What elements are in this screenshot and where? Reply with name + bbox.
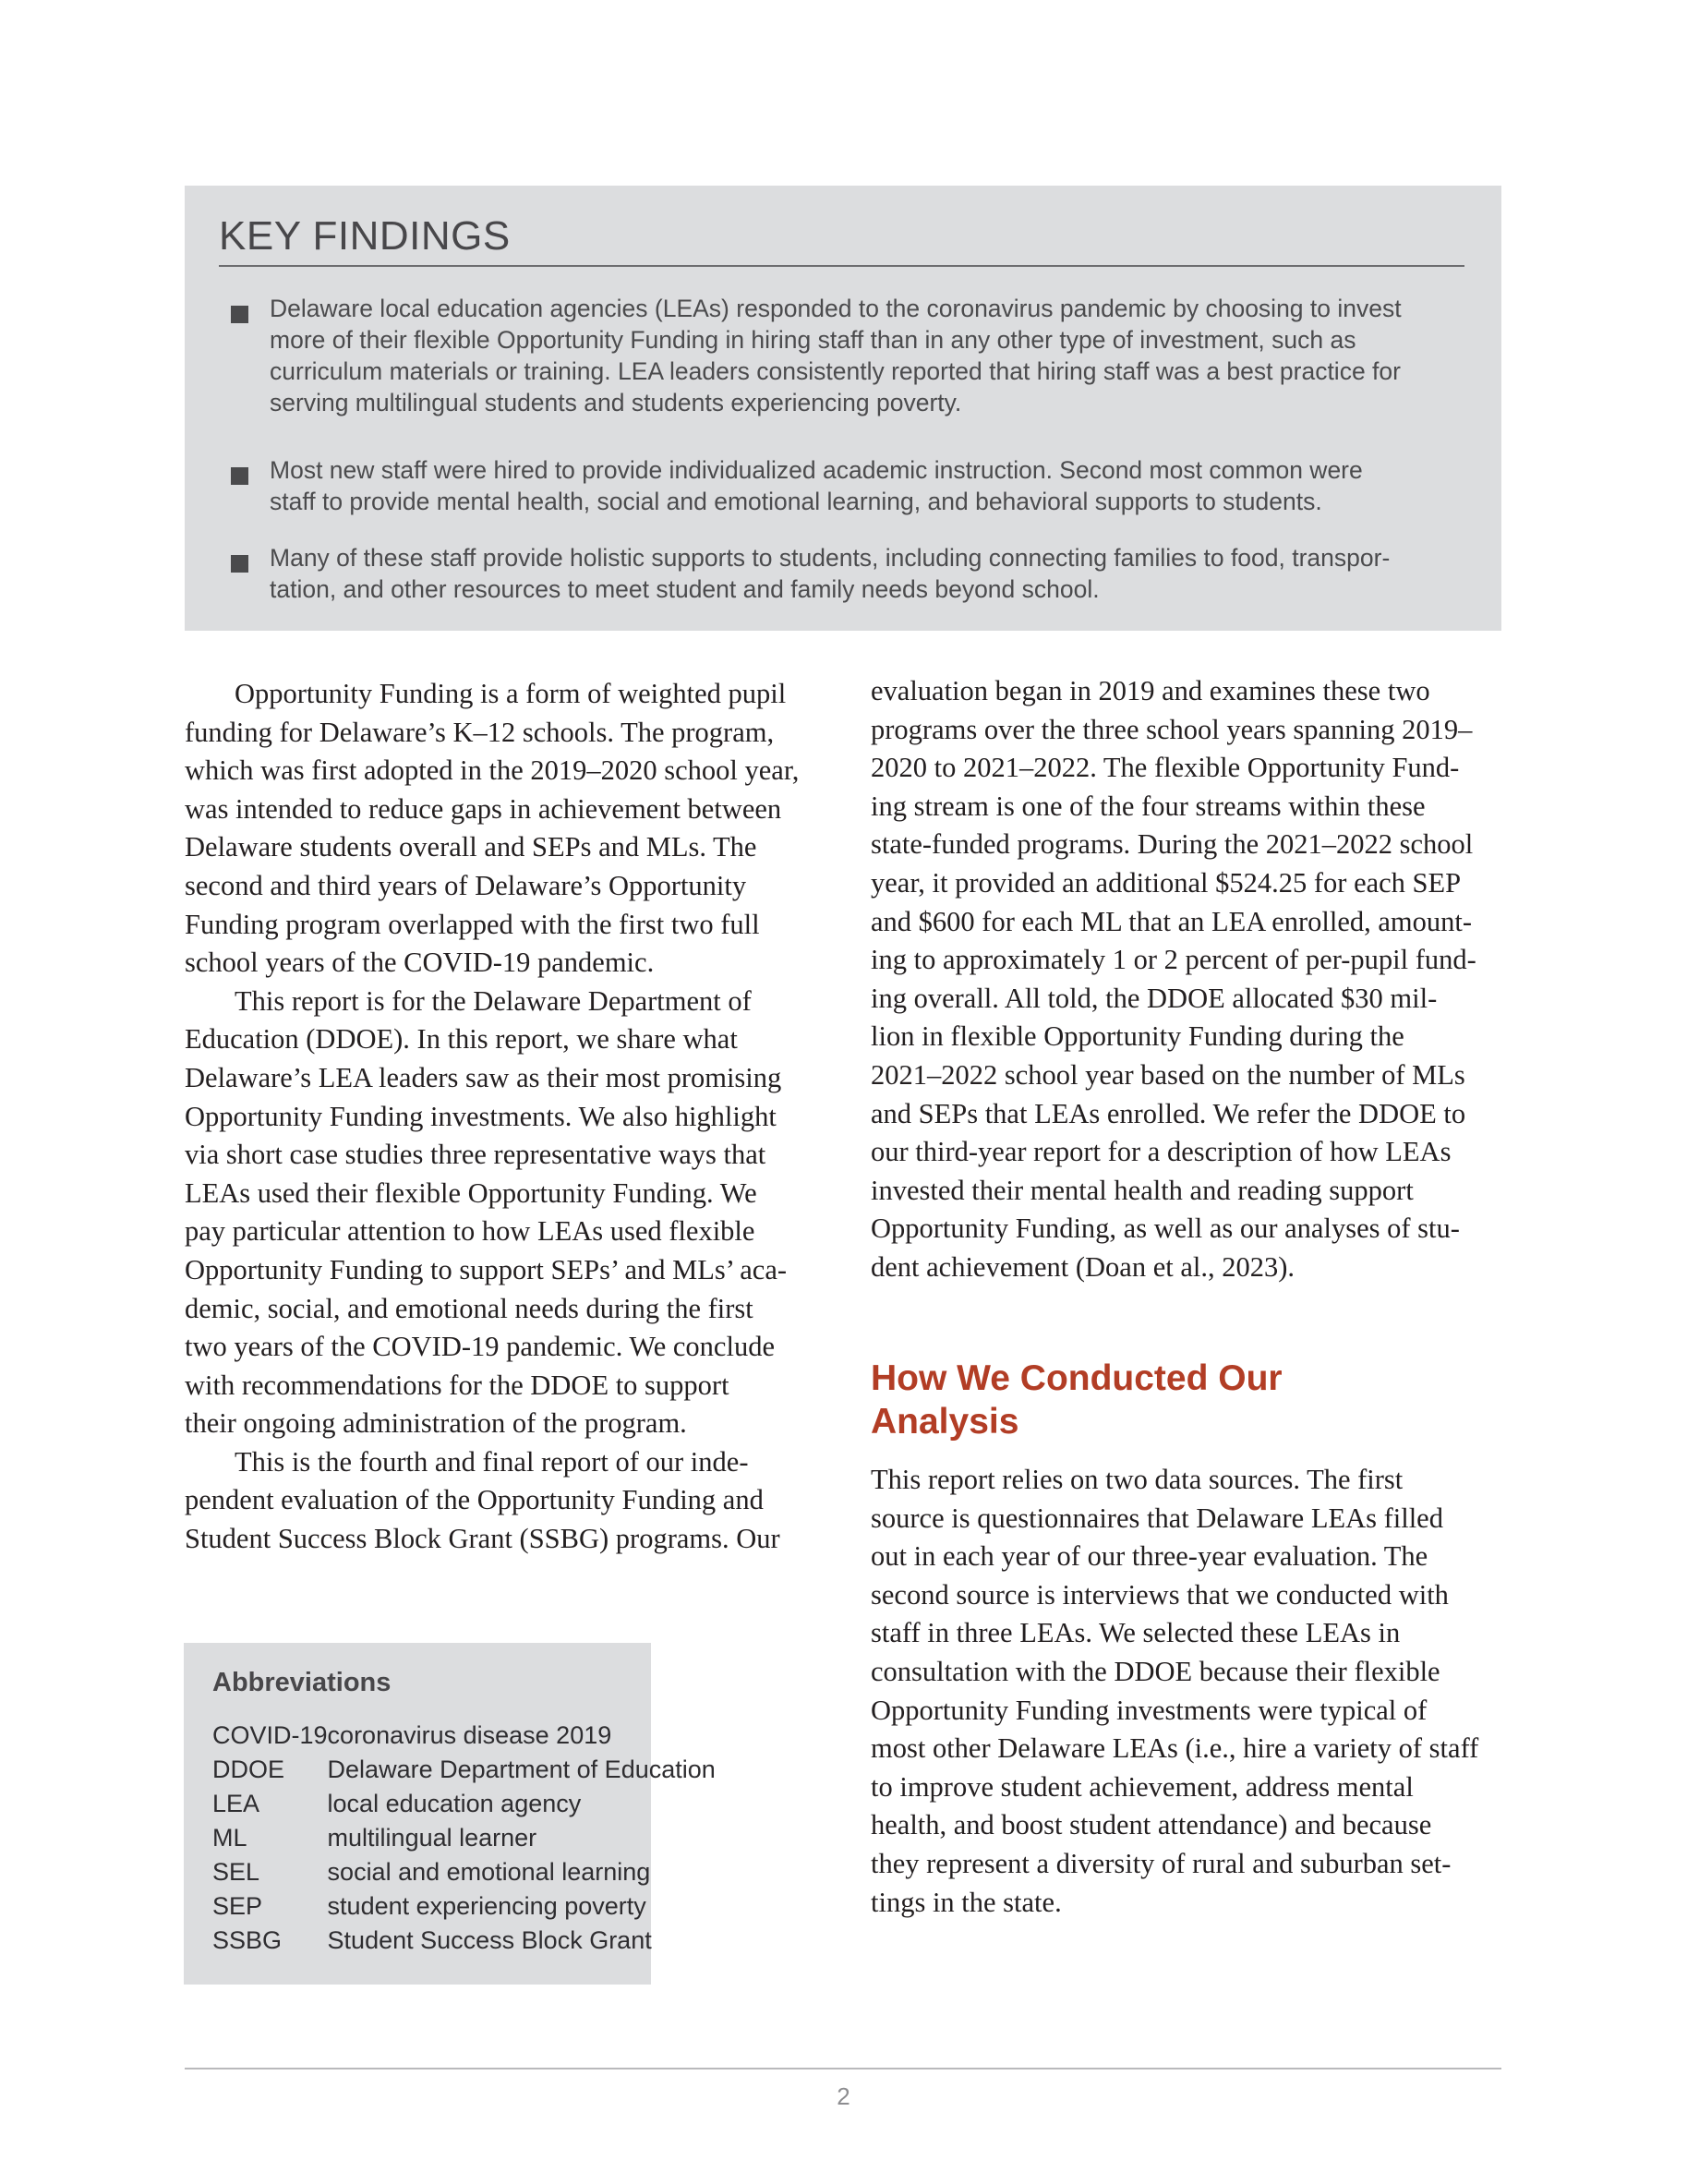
key-findings-title: KEY FINDINGS (219, 213, 511, 259)
square-bullet-icon (231, 467, 248, 485)
abbreviation-definition: student experiencing poverty (327, 1892, 646, 1920)
paragraph-line: lion in flexible Opportunity Funding during the (871, 1020, 1404, 1053)
abbreviation-row (212, 1821, 716, 1855)
paragraph-line: second and third years of Delaware’s Opportunity (185, 869, 747, 901)
key-finding-text (270, 293, 1402, 418)
paragraph-line: Opportunity Funding to support SEPs’ and MLs’ aca- (185, 1253, 788, 1285)
paragraph-line: staff in three LEAs. We selected these LEAs in (871, 1617, 1401, 1649)
paragraph-line: tings in the state. (871, 1886, 1062, 1918)
paragraph-line: dent achievement (Doan et al., 2023). (871, 1250, 1295, 1283)
paragraph-line: year, it provided an additional $524.25 for each SEP (871, 866, 1462, 899)
paragraph-line: evaluation began in 2019 and examines these two (871, 675, 1430, 706)
paragraph-line: to improve student achievement, address mental (871, 1770, 1414, 1803)
heading-line: Analysis (871, 1402, 1019, 1442)
paragraph-line: ing stream is one of the four streams within these (871, 790, 1426, 822)
body-column-right-section (871, 1461, 1499, 1922)
paragraph-line: 2020 to 2021–2022. The flexible Opportunity Fund- (871, 752, 1460, 784)
body-column-left (185, 675, 813, 1559)
paragraph-line: Education (DDOE). In this report, we share what (185, 1023, 738, 1056)
paragraph-line: Opportunity Funding investments. We also highlight (185, 1100, 777, 1132)
abbreviation-term: SEL (212, 1858, 260, 1886)
paragraph-line: Opportunity Funding investments were typical of (871, 1694, 1428, 1726)
key-findings-divider (219, 265, 1464, 267)
square-bullet-icon (231, 555, 248, 573)
key-findings-box (185, 186, 1501, 631)
paragraph-line: pendent evaluation of the Opportunity Funding and (185, 1484, 764, 1516)
abbreviation-row (212, 1753, 716, 1787)
abbreviation-definition: Delaware Department of Education (327, 1756, 716, 1783)
paragraph-line: they represent a diversity of rural and suburban set- (871, 1847, 1452, 1879)
paragraph-line: and SEPs that LEAs enrolled. We refer the DDOE to (871, 1097, 1466, 1129)
abbreviation-term: DDOE (212, 1756, 285, 1783)
paragraph-line: second source is interviews that we conducted with (871, 1578, 1449, 1611)
paragraph-line: two years of the COVID-19 pandemic. We conclude (185, 1331, 775, 1363)
abbreviation-row (212, 1889, 716, 1924)
paragraph-line: invested their mental health and reading support (871, 1174, 1414, 1206)
paragraph-line: This is the fourth and final report of our inde- (235, 1445, 749, 1478)
abbreviations-table (212, 1719, 716, 1958)
abbreviation-row (212, 1787, 716, 1821)
paragraph-line: Delaware’s LEA leaders saw as their most promising (185, 1061, 782, 1093)
abbreviation-row (212, 1924, 716, 1958)
paragraph-line: pay particular attention to how LEAs used flexible (185, 1215, 755, 1248)
text-line: staff to provide mental health, social and emotional learning, and behavioral supports to students. (270, 488, 1322, 515)
abbreviation-definition: Student Success Block Grant (327, 1926, 652, 1954)
text-line: serving multilingual students and students experiencing poverty. (270, 389, 962, 416)
paragraph-line: state-funded programs. During the 2021–2022 school (871, 828, 1474, 861)
text-line: more of their flexible Opportunity Funding in hiring staff than in any other type of investment, such as (270, 326, 1356, 354)
paragraph-line: This report is for the Delaware Department of (235, 984, 752, 1017)
page-number: 2 (837, 2082, 850, 2110)
paragraph-line: out in each year of our three-year evaluation. The (871, 1540, 1428, 1573)
abbreviation-definition: coronavirus disease 2019 (327, 1721, 612, 1749)
abbreviation-term: SSBG (212, 1926, 283, 1954)
abbreviation-definition: social and emotional learning (327, 1858, 651, 1886)
section-heading-how-we-conducted (871, 1357, 1283, 1443)
heading-line: How We Conducted Our (871, 1358, 1283, 1398)
key-finding-text (270, 542, 1390, 605)
paragraph-line: health, and boost student attendance) and because (871, 1809, 1432, 1841)
paragraph-line: was intended to reduce gaps in achievement between (185, 792, 782, 825)
paragraph-line: source is questionnaires that Delaware LEAs filled (871, 1502, 1443, 1534)
key-finding-text (270, 454, 1363, 517)
footer-divider (185, 2068, 1501, 2069)
paragraph-line: most other Delaware LEAs (i.e., hire a variety of staff (871, 1732, 1479, 1765)
paragraph-line: funding for Delaware’s K–12 schools. The program, (185, 716, 775, 748)
abbreviations-title: Abbreviations (212, 1668, 392, 1697)
abbreviations-box (184, 1643, 716, 1985)
paragraph-line: Opportunity Funding, as well as our analyses of stu- (871, 1213, 1460, 1245)
abbreviation-row (212, 1719, 716, 1753)
paragraph-line: LEAs used their flexible Opportunity Funding. We (185, 1176, 757, 1209)
paragraph-line: This report relies on two data sources. The first (871, 1464, 1404, 1495)
text-line: tation, and other resources to meet student and family needs beyond school. (270, 575, 1100, 603)
abbreviation-definition: local education agency (327, 1790, 582, 1817)
abbreviation-definition: multilingual learner (327, 1824, 537, 1852)
paragraph-line: programs over the three school years spanning 2019– (871, 713, 1473, 745)
paragraph-line: their ongoing administration of the program. (185, 1407, 687, 1440)
paragraph-line: which was first adopted in the 2019–2020 school year, (185, 754, 800, 787)
text-line: Delaware local education agencies (LEAs) responded to the coronavirus pandemic by choosing to invest (270, 295, 1402, 322)
paragraph-line: via short case studies three representative ways that (185, 1139, 766, 1171)
abbreviation-term: COVID-19 (212, 1721, 328, 1749)
text-line: Many of these staff provide holistic supports to students, including connecting families to food, transpor- (270, 544, 1391, 572)
paragraph-line: school years of the COVID-19 pandemic. (185, 947, 655, 979)
abbreviation-term: ML (212, 1824, 247, 1852)
text-line: Most new staff were hired to provide individualized academic instruction. Second most common were (270, 456, 1363, 484)
paragraph-line: with recommendations for the DDOE to support (185, 1369, 729, 1401)
paragraph-line: and $600 for each ML that an LEA enrolled, amount- (871, 905, 1473, 937)
paragraph-line: ing overall. All told, the DDOE allocated $30 mil- (871, 982, 1438, 1014)
abbreviation-term: SEP (212, 1892, 263, 1920)
abbreviation-term: LEA (212, 1790, 260, 1817)
paragraph-line: demic, social, and emotional needs during the first (185, 1292, 753, 1324)
square-bullet-icon (231, 306, 248, 323)
text-line: curriculum materials or training. LEA leaders consistently reported that hiring staff was a best practice for (270, 357, 1401, 385)
paragraph-line: ing to approximately 1 or 2 percent of per-pupil fund- (871, 944, 1476, 976)
body-column-right (871, 672, 1499, 1287)
paragraph-line: Delaware students overall and SEPs and MLs. The (185, 831, 757, 863)
abbreviation-row (212, 1855, 716, 1889)
paragraph-line: Opportunity Funding is a form of weighted pupil (235, 678, 787, 709)
paragraph-line: Student Success Block Grant (SSBG) programs. Our (185, 1523, 780, 1555)
paragraph-line: Funding program overlapped with the first two full (185, 908, 760, 940)
paragraph-line: 2021–2022 school year based on the number of MLs (871, 1058, 1465, 1091)
paragraph-line: our third-year report for a description of how LEAs (871, 1136, 1452, 1168)
paragraph-line: consultation with the DDOE because their flexible (871, 1655, 1440, 1687)
